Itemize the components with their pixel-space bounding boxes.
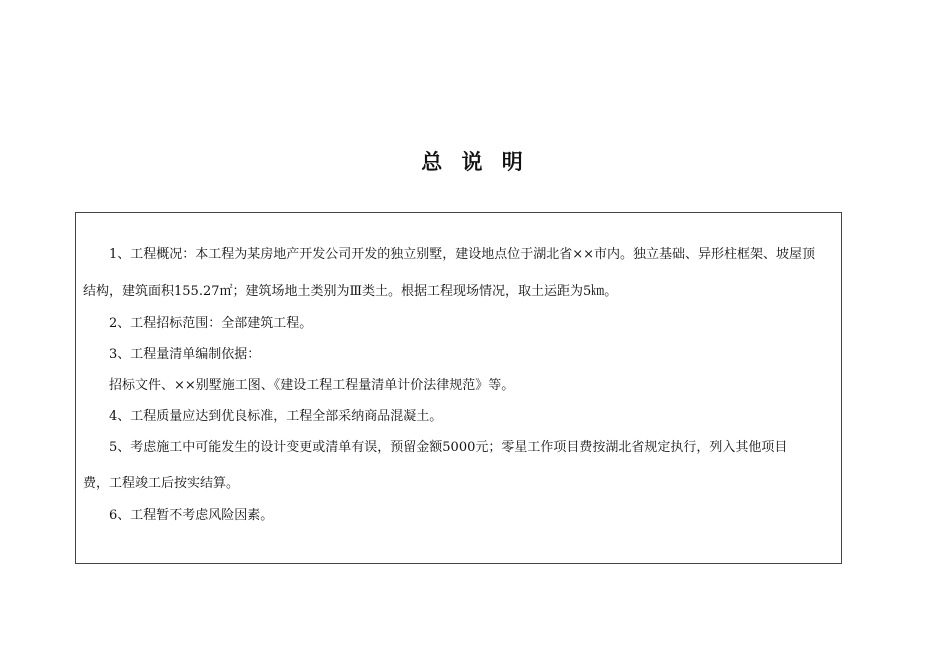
item-1-line-1: 1、工程概况：本工程为某房地产开发公司开发的独立别墅，建设地点位于湖北省××市内。独立基础、异形柱框架、坡屋顶 xyxy=(109,247,816,262)
item-6: 6、工程暂不考虑风险因素。 xyxy=(109,508,274,523)
item-5-line-2: 费，工程竣工后按实结算。 xyxy=(83,476,240,491)
item-3-detail: 招标文件、××别墅施工图、《建设工程工程量清单计价法律规范》等。 xyxy=(109,378,515,393)
document-title: 总 说 明 xyxy=(421,150,529,174)
description-box xyxy=(75,212,842,564)
item-4: 4、工程质量应达到优良标准，工程全部采纳商品混凝土。 xyxy=(109,409,443,424)
item-3: 3、工程量清单编制依据： xyxy=(109,347,261,362)
item-1-line-2: 结构，建筑面积155.27㎡；建筑场地土类别为Ⅲ类土。根据工程现场情况，取土运距为5㎞。 xyxy=(83,284,618,299)
item-5-line-1: 5、考虑施工中可能发生的设计变更或清单有误，预留金额5000元；零星工作项目费按湖北省规定执行，列入其他项目 xyxy=(109,440,788,455)
item-2: 2、工程招标范围：全部建筑工程。 xyxy=(109,316,313,331)
